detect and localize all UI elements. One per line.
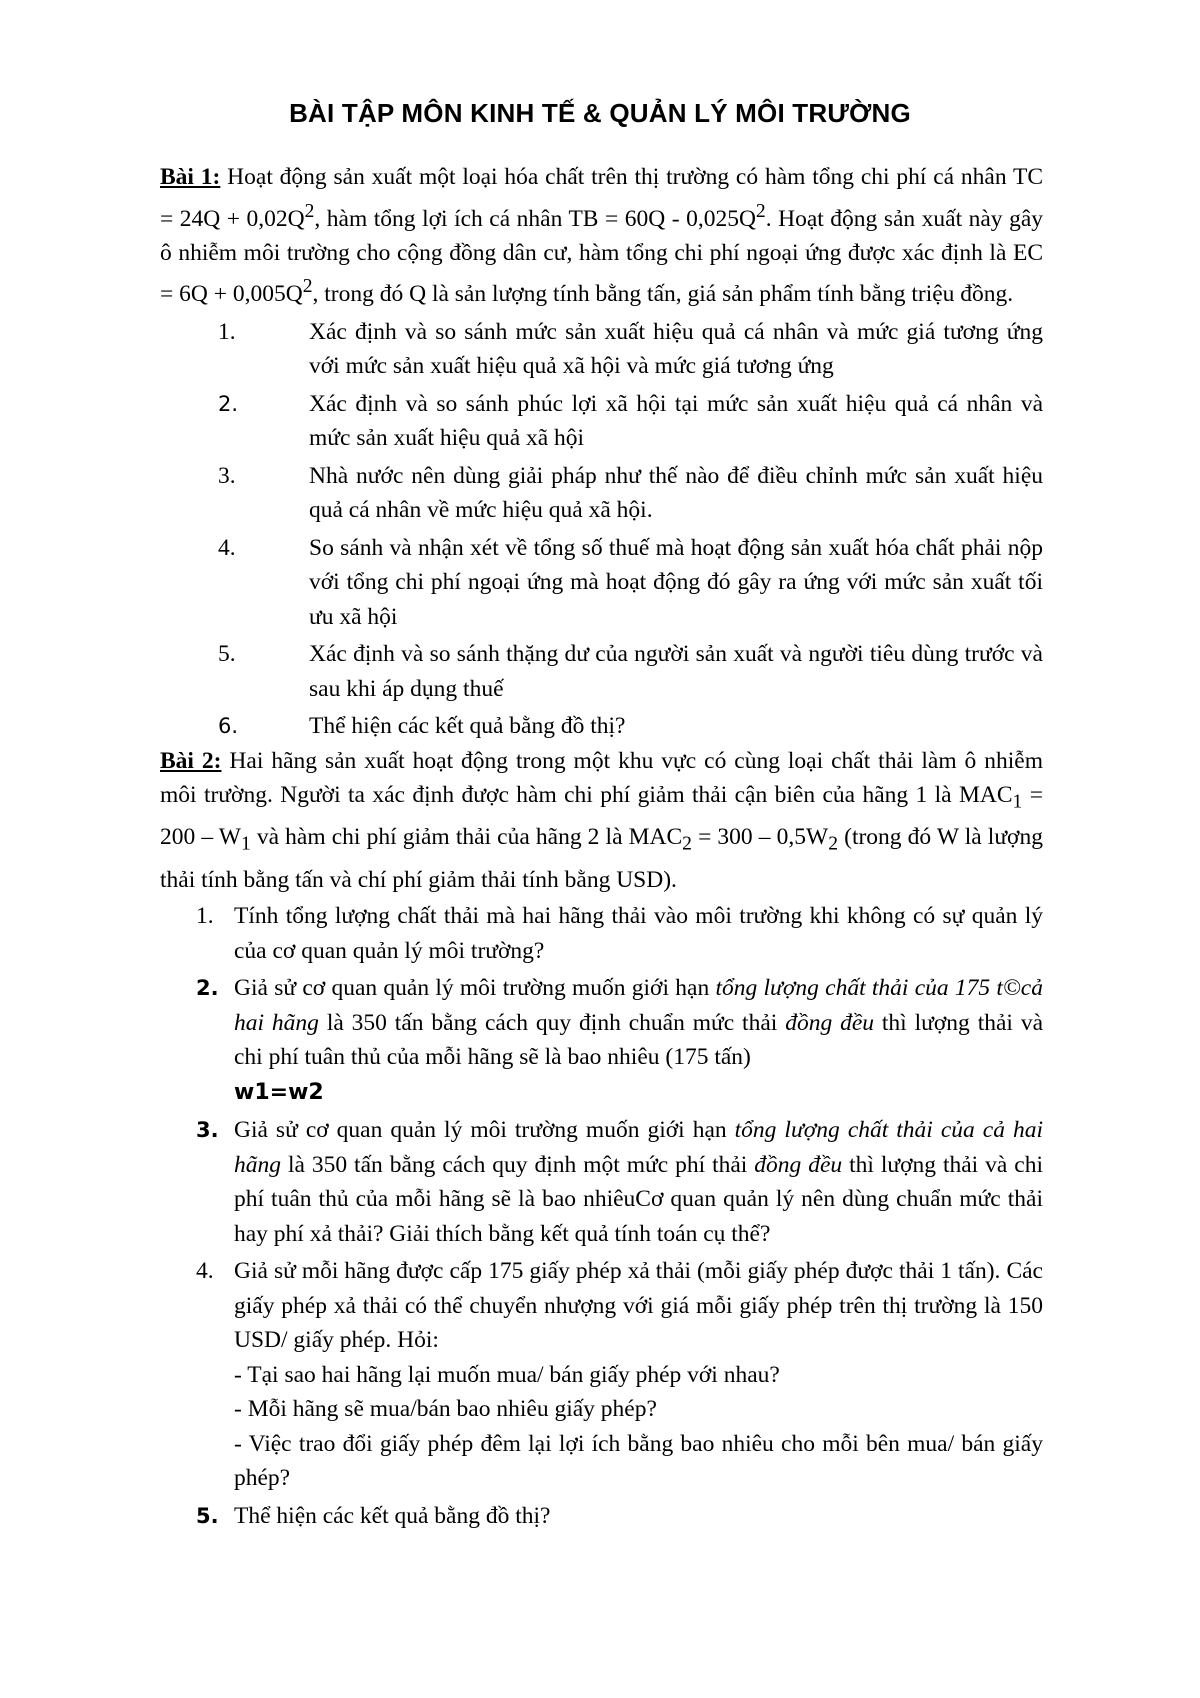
exercise-2 bbox=[160, 744, 1043, 1533]
question-text: Thể hiện các kết quả bằng đồ thị? bbox=[309, 713, 626, 740]
exercise-1-question bbox=[218, 387, 1043, 456]
exercise-1-question bbox=[218, 531, 1043, 635]
question-text: Giả sử cơ quan quản lý môi trường muốn giới hạn tổng lượng chất thải của 175 t©cả hai hãng là 350 tấn bằng cách quy định chuẩn mức thải đồng đều thì lượng thải và chi phí tuân thủ của mỗi hãng sẽ là bao nhiêu (175 tấn) w1=w2 bbox=[234, 975, 1043, 1105]
exercise-2-question bbox=[196, 971, 1043, 1110]
question-number: 5. bbox=[196, 1503, 219, 1528]
question-number: 3. bbox=[218, 462, 236, 489]
question-text: Giả sử cơ quan quản lý môi trường muốn giới hạn tổng lượng chất thải của cả hai hãng là 350 tấn bằng cách quy định một mức phí thải đồng đều thì lượng thải và chi phí tuân thủ của mỗi hãng sẽ là bao nhiêuCơ quan quản lý nên dùng chuẩn mức thải hay phí xả thải? Giải thích bằng kết quả tính toán cụ thể? bbox=[234, 1117, 1043, 1247]
handwritten-note: w1=w2 bbox=[234, 1079, 324, 1105]
exercise-1-question bbox=[218, 459, 1043, 528]
exercise-1-question bbox=[218, 709, 1043, 744]
question-text: Nhà nước nên dùng giải pháp như thế nào để điều chỉnh mức sản xuất hiệu quả cá nhân về mức hiệu quả xã hội. bbox=[309, 462, 1043, 524]
question-text: So sánh và nhận xét về tổng số thuế mà hoạt động sản xuất hóa chất phải nộp với tổng chi phí ngoại ứng mà hoạt động đó gây ra ứng với mức sản xuất tối ưu xã hội bbox=[309, 534, 1043, 630]
sub-question: - Mỗi hãng sẽ mua/bán bao nhiêu giấy phép? bbox=[234, 1396, 657, 1423]
question-number: 4. bbox=[218, 534, 236, 561]
question-number: 1. bbox=[196, 903, 214, 930]
question-text: Tính tổng lượng chất thải mà hai hãng thải vào môi trường khi không có sự quản lý của cơ quan quản lý môi trường? bbox=[234, 903, 1043, 964]
exercise-1 bbox=[160, 160, 1043, 744]
question-number: 2. bbox=[218, 391, 239, 416]
question-number: 1. bbox=[218, 318, 236, 345]
sub-question: - Việc trao đổi giấy phép đêm lại lợi ích bằng bao nhiêu cho mỗi bên mua/ bán giấy phép? bbox=[234, 1430, 1043, 1492]
question-text: Xác định và so sánh mức sản xuất hiệu quả cá nhân và mức giá tương ứng với mức sản xuất hiệu quả xã hội và mức giá tương ứng bbox=[309, 318, 1043, 380]
exercise-2-question bbox=[196, 1113, 1043, 1251]
question-text: Giả sử mỗi hãng được cấp 175 giấy phép xả thải (mỗi giấy phép được thải 1 tấn). Các giấy phép xả thải có thể chuyển nhượng với giá mỗi giấy phép trên thị trường là 150 USD/ giấy phép. Hỏi: - Tại sao hai hãng lại muốn mua/ bán giấy phép với nhau? - Mỗi hãng sẽ mua/bán bao nhiêu giấy phép? - Việc trao đổi giấy phép đêm lại lợi ích bằng bao nhiêu cho mỗi bên mua/ bán giấy phép? bbox=[234, 1258, 1043, 1492]
question-text: Xác định và so sánh phúc lợi xã hội tại mức sản xuất hiệu quả cá nhân và mức sản xuất hiệu quả xã hội bbox=[309, 390, 1043, 452]
exercise-1-question bbox=[218, 315, 1043, 384]
question-number: 5. bbox=[218, 641, 236, 668]
exercise-2-question bbox=[196, 1499, 1043, 1534]
document-body bbox=[160, 160, 1043, 1533]
question-number: 3. bbox=[196, 1118, 219, 1143]
sub-question: - Tại sao hai hãng lại muốn mua/ bán giấy phép với nhau? bbox=[234, 1361, 780, 1388]
exercise-2-label: Bài 2: bbox=[160, 747, 222, 774]
exercise-2-question bbox=[196, 1254, 1043, 1496]
exercise-1-question bbox=[218, 637, 1043, 706]
question-number: 6. bbox=[218, 714, 239, 739]
exercise-2-question bbox=[196, 899, 1043, 968]
question-number: 4. bbox=[196, 1258, 214, 1285]
question-text: Xác định và so sánh thặng dư của người sản xuất và người tiêu dùng trước và sau khi áp dụng thuế bbox=[309, 641, 1043, 702]
exercise-1-label: Bài 1: bbox=[160, 164, 221, 190]
exercise-1-intro: Bài 1: Hoạt động sản xuất một loại hóa chất trên thị trường có hàm tổng chi phí cá nhân TC = $24Q + 0,02Q^2$, hàm tổng lợi ích cá nhân TB = $60Q - 0,025Q^2$. Hoạt động sản xuất này gây ô nhiễm môi trường cho cộng đồng dân cư, hàm tổng chi phí ngoại ứng được xác định là EC = $6Q + 0,005Q^2$, trong đó Q là sản lượng tính bằng tấn, giá sản phẩm tính bằng triệu đồng. bbox=[160, 164, 1044, 308]
exercise-2-intro: Bài 2: Hai hãng sản xuất hoạt động trong một khu vực có cùng loại chất thải làm ô nhiễm môi trường. Người ta xác định được hàm chi phí giảm thải cận biên của hãng 1 là $MAC_1 = 200 - W_1$ và hàm chi phí giảm thải của hãng 2 là $MAC_2 = 300 - 0,5W_2$ (trong đó W là lượng thải tính bằng tấn và chí phí giảm thải tính bằng USD). bbox=[160, 747, 1044, 893]
question-text: Thể hiện các kết quả bằng đồ thị? bbox=[234, 1502, 551, 1529]
question-number: 2. bbox=[196, 976, 219, 1001]
document-title: BÀI TẬP MÔN KINH TẾ & QUẢN LÝ MÔI TRƯỜNG bbox=[289, 98, 911, 128]
